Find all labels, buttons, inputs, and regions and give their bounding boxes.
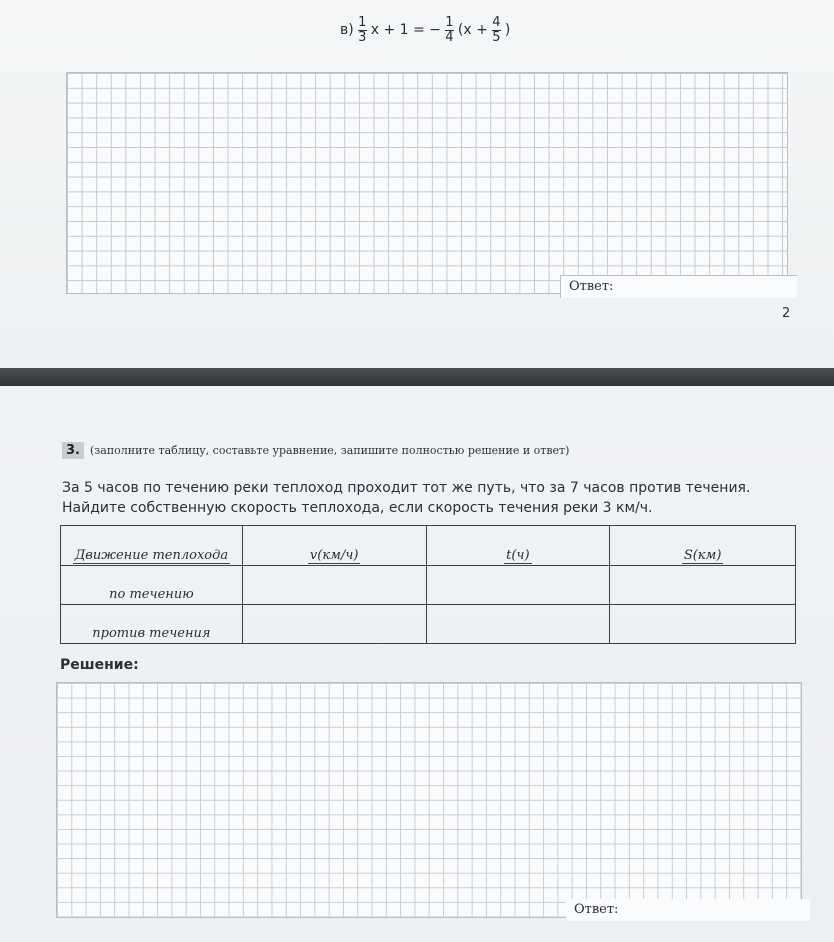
cell-speed-upstream[interactable]	[242, 605, 426, 644]
table-header-row	[61, 526, 796, 566]
header-distance: S(км)	[610, 526, 796, 566]
task-text-line-2: Найдите собственную скорость теплохода, если скорость течения реки 3 км/ч.	[62, 500, 653, 516]
row-label-downstream: по течению	[61, 566, 243, 605]
table-row-downstream	[61, 566, 796, 605]
equation-part-a: x + 1 = −	[370, 22, 441, 38]
task-text-line-1: За 5 часов по течению реки теплоход проходит тот же путь, что за 7 часов против течения.	[62, 480, 751, 496]
solution-label: Решение:	[60, 657, 139, 673]
row-label-upstream: против течения	[61, 605, 243, 644]
equation-label: в)	[340, 22, 354, 38]
header-movement: Движение теплохода	[61, 526, 243, 566]
cell-time-downstream[interactable]	[426, 566, 610, 605]
cell-time-upstream[interactable]	[426, 605, 610, 644]
table-row-upstream	[61, 605, 796, 644]
task-number: 3.	[62, 442, 84, 459]
cell-distance-upstream[interactable]	[610, 605, 796, 644]
cell-speed-downstream[interactable]	[242, 566, 426, 605]
task-header	[62, 442, 569, 459]
equation-part-b: (x +	[457, 22, 488, 38]
page-divider	[0, 368, 834, 386]
cell-distance-downstream[interactable]	[610, 566, 796, 605]
solution-grid[interactable]	[56, 682, 802, 918]
equation	[338, 8, 512, 52]
page-number: 2	[782, 306, 791, 321]
fraction-one-third: $\frac{1}{3}$	[358, 14, 367, 45]
equation-part-c: )	[504, 22, 511, 38]
answer-grid-top[interactable]	[66, 72, 788, 294]
task-text	[62, 478, 802, 518]
task-instruction: (заполните таблицу, составьте уравнение, запишите полностью решение и ответ)	[89, 444, 570, 457]
fraction-four-fifths: $\frac{4}{5}$	[492, 14, 501, 45]
fraction-one-fourth: $\frac{1}{4}$	[445, 14, 454, 45]
answer-label-top: Ответ:	[560, 275, 797, 298]
answer-label-bottom: Ответ:	[566, 899, 810, 921]
motion-table	[60, 525, 796, 644]
header-speed: v(км/ч)	[242, 526, 426, 566]
header-time: t(ч)	[426, 526, 610, 566]
